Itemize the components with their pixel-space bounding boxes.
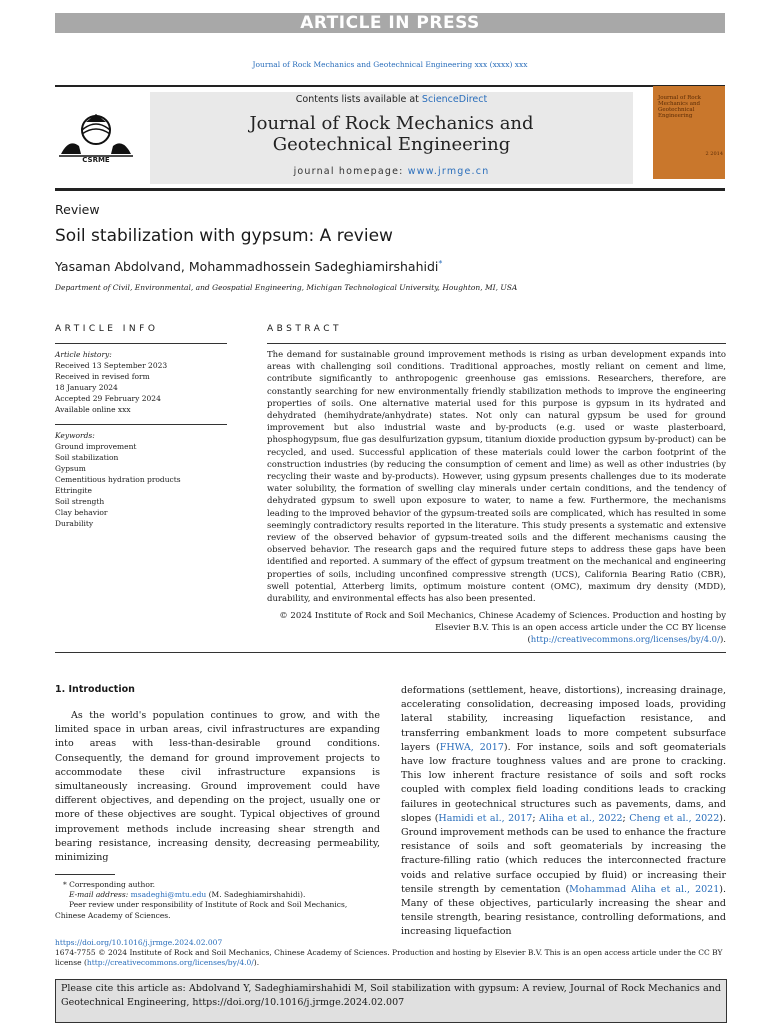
csrme-logo-text: CSRME — [82, 156, 110, 164]
keywords-label: Keywords: — [55, 431, 95, 440]
issn-text: 1674-7755 © 2024 Institute of Rock and Soil Mechanics, Chinese Academy of Sciences. Production and hosting by Elsevier B.V. This is an open access article under the CC BY license ( — [55, 948, 723, 968]
ref-mohammad-aliha-link[interactable]: Mohammad Aliha et al., 2021 — [569, 883, 720, 895]
intro-paragraph: As the world's population continues to grow, and with the limited space in urban areas, civil infrastructures are expanding into areas with less-than-desirable ground conditions. Consequently, the demand for ground improvement projects to accommodate these civil infrastructure expansions is simultaneously increasing. Ground improvement could have different objectives, and depending on the project, usually one or more of these objectives are sought. Typical objectives of ground improvement methods include increasing shear strength and bearing resistance, increasing density, decreasing permeability, minimizing — [55, 710, 380, 864]
email-link[interactable]: msadeghi@mtu.edu — [130, 890, 207, 900]
footnote — [55, 880, 380, 921]
footnote-rule — [55, 874, 115, 875]
affiliation: Department of Civil, Environmental, and Geospatial Engineering, Michigan Technological University, Houghton, MI, USA — [55, 283, 518, 292]
author-names: Yasaman Abdolvand, Mohammadhossein Sadeghiamirshahidi — [55, 259, 439, 275]
email-label: E-mail address: — [69, 890, 131, 900]
ref-cheng-link[interactable]: Cheng et al., 2022 — [629, 812, 720, 824]
abstract-rule — [267, 343, 726, 344]
corresponding-author-mark[interactable]: * — [438, 259, 443, 268]
article-in-press-banner: ARTICLE IN PRESS — [55, 13, 725, 33]
intro-right-column — [401, 684, 726, 940]
header-bottom-rule — [55, 188, 725, 191]
bottom-license-link[interactable]: http://creativecommons.org/licenses/by/4.0/ — [86, 958, 254, 968]
history-item: Accepted 29 February 2024 — [55, 394, 161, 403]
email-name: (M. Sadeghiamirshahidi). — [206, 890, 306, 900]
text-run: ). For instance, soils and soft geomaterials have low fracture toughness values and are prone to cracking. This low inherent fracture resistance of soils and soft rocks coupled with complex field loading conditions leads to cracking failures in geotechnical structures such as pavements, dams, and slopes ( — [401, 741, 726, 824]
peer-review-note: Peer review under responsibility of Institute of Rock and Soil Mechanics, Chinese Academy of Sciences. — [55, 900, 348, 920]
ref-fhwa-link[interactable]: FHWA, 2017 — [439, 741, 504, 753]
homepage-prefix: journal homepage: — [293, 166, 408, 177]
bottom-info — [55, 938, 725, 969]
license-link[interactable]: http://creativecommons.org/licenses/by/4.0/ — [530, 635, 720, 646]
journal-title-line1: Journal of Rock Mechanics and — [249, 113, 534, 134]
journal-homepage — [150, 166, 633, 177]
keyword-item: Soil strength — [55, 497, 105, 506]
keywords — [55, 430, 227, 529]
issn-line — [55, 948, 725, 968]
copyright-text: © 2024 Institute of Rock and Soil Mechanics, Chinese Academy of Sciences. Production and hosting by Elsevier B.V. This is an open access article under the CC BY license ( — [279, 611, 726, 646]
history-item: 18 January 2024 — [55, 383, 118, 392]
history-label: Article history: — [55, 350, 112, 359]
contents-line — [150, 94, 633, 105]
keyword-item: Ettringite — [55, 486, 92, 495]
abstract-text: The demand for sustainable ground improvement methods is rising as urban development expands into areas with challenging soil conditions. Traditional approaches, mostly reliant on cement and lime, contribute significantly to anthropogenic greenhouse gas emissions. Researchers, therefore, are constantly searching for new environmentally friendly stabilization methods to improve the engineering properties of soils. One alternative material used for this purpose is gypsum in its hydrated and dehydrated (hemihydrate/anhydrate) states. Not only can natural gypsum be used for ground improvement but also industrial waste and by-products (e.g. used or waste plasterboard, phosphogypsum, flue gas desulfurization gypsum, titanium dioxide production gypsum by-product) can be recycled, and used. Successful application of these materials could lower the carbon footprint of the construction industries (by reducing the consumption of cement and lime) as well as other industries (by recycling their waste and by-products). However, using gypsum presents challenges due to its moderate water solubility, the formation of swelling clay minerals under certain conditions, and the tendency of dehydrated gypsum to swell upon exposure to water, to name a few. Furthermore, the mechanisms leading to the improved behavior of the gypsum-treated soils are complicated, which has resulted in some seemingly contradictory results reported in the literature. This study presents a systematic and extensive review of the observed behavior of gypsum-treated soils and the different mechanisms causing the observed behavior. The research gaps and the required future steps to address these gaps have been identified and reported. A summary of the effect of gypsum treatment on the mechanical and engineering properties of soils, including unconfined compressive strength (UCS), California Bearing Ratio (CBR), swell potential, Atterberg limits, optimum moisture content (OMC), maximum dry density (MDD), durability, and environmental effects has also been presented. — [267, 350, 726, 605]
text-run: ). Ground improvement methods can be used to enhance the fracture resistance of soils and soft geomaterials by increasing the fracture-filling ratio (which reduces the interconnected fracture voids and relative surface occupied by fluid) or increasing their tensile strength by cementation ( — [401, 812, 726, 895]
intro-paragraph-continued — [401, 684, 726, 940]
intro-left-column — [55, 709, 380, 865]
header-top-rule — [55, 85, 725, 87]
homepage-link[interactable]: www.jrmge.cn — [407, 166, 490, 177]
sciencedirect-link[interactable]: ScienceDirect — [421, 94, 488, 105]
journal-title-line2: Geotechnical Engineering — [272, 134, 511, 155]
cover-title: Journal of Rock Mechanics and Geotechnical Engineering — [658, 95, 701, 119]
keyword-item: Soil stabilization — [55, 453, 119, 462]
copyright-end: ). — [719, 635, 726, 646]
email-line — [55, 890, 380, 900]
citation-box: Please cite this article as: Abdolvand Y, Sadeghiamirshahidi M, Soil stabilization with gypsum: A review, Journal of Rock Mechanics and Geotechnical Engineering, https://doi.org/10.1016/j.jrmge.2024.02.007 — [55, 979, 727, 1023]
contents-prefix: Contents lists available at — [295, 94, 422, 105]
keyword-item: Gypsum — [55, 464, 86, 473]
keyword-item: Clay behavior — [55, 508, 108, 517]
journal-reference-link[interactable]: Journal of Rock Mechanics and Geotechnical Engineering xxx (xxxx) xxx — [252, 60, 528, 69]
doi-link[interactable]: https://doi.org/10.1016/j.jrmge.2024.02.007 — [55, 938, 223, 947]
ref-hamidi-link[interactable]: Hamidi et al., 2017 — [438, 812, 533, 824]
journal-title — [150, 113, 633, 155]
ref-aliha-link[interactable]: Aliha et al., 2022 — [539, 812, 623, 824]
abstract-heading: ABSTRACT — [267, 324, 343, 334]
history-item: Available online xxx — [55, 405, 131, 414]
text-run: ; — [622, 812, 630, 824]
text-run: deformations (settlement, heave, distortions), increasing drainage, accelerating consolidation, decreasing imposed loads, providing lateral stability, increasing liquefaction resistance, and transferring embankment loads to more competent subsurface layers ( — [401, 685, 726, 753]
keyword-item: Durability — [55, 519, 94, 528]
history-item: Received in revised form — [55, 372, 150, 381]
keywords-rule — [55, 424, 227, 425]
section-heading-introduction: 1. Introduction — [55, 684, 135, 695]
issn-end: ). — [253, 958, 260, 968]
text-run: ). Many of these objectives, particularly increasing the shear and tensile strength, bearing resistance, controlling deformations, and increasing liquefaction — [401, 883, 726, 938]
cover-issue: 2 2014 — [705, 151, 723, 157]
authors — [55, 259, 442, 274]
article-title: Soil stabilization with gypsum: A review — [55, 226, 393, 246]
keyword-item: Cementitious hydration products — [55, 475, 181, 484]
article-info-heading: ARTICLE INFO — [55, 324, 159, 334]
corresponding-author-note: * Corresponding author. — [63, 880, 156, 889]
history-item: Received 13 September 2023 — [55, 361, 168, 370]
abstract-copyright — [267, 610, 726, 647]
text-run: ; — [532, 812, 540, 824]
keyword-item: Ground improvement — [55, 442, 137, 451]
article-history — [55, 349, 227, 415]
info-rule — [55, 343, 227, 344]
article-type: Review — [55, 202, 100, 217]
abstract-bottom-rule — [55, 652, 726, 653]
